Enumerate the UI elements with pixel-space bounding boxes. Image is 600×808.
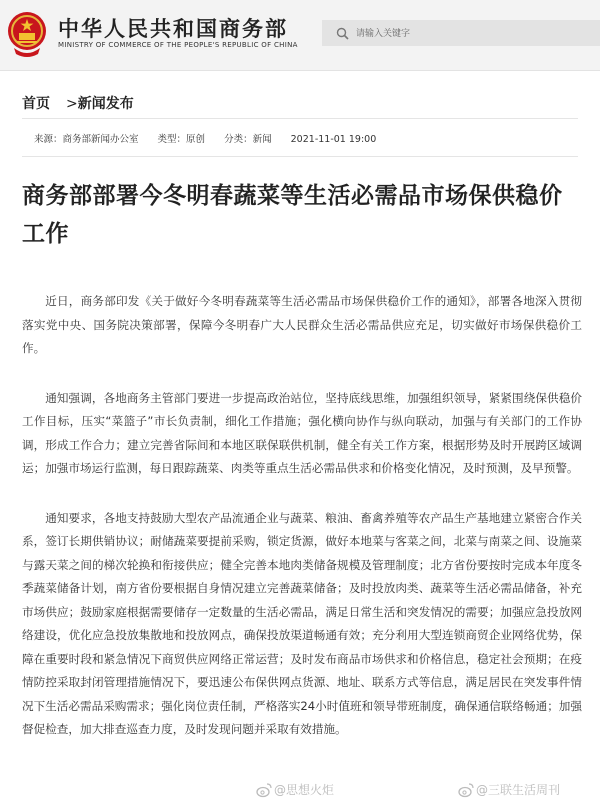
article-body — [22, 290, 582, 768]
national-emblem-icon[interactable] — [6, 10, 48, 58]
breadcrumb-current[interactable]: 新闻发布 — [77, 96, 134, 112]
divider — [22, 156, 578, 157]
watermark-right: @三联生活周刊 — [476, 783, 561, 797]
article-paragraph: 通知要求，各地支持鼓励大型农产品流通企业与蔬菜、粮油、畜禽养殖等农产品生产基地建立紧密合作关系，签订长期供销协议；耐储蔬菜要提前采购，锁定货源，做好本地菜与客菜之间，北菜与南菜之间、设施菜与露天菜之间的梯次轮换和衔接供应；健全完善本地肉类储备规模及管理制度；北方省份要按时完成本年度冬季蔬菜储备计划，南方省份要根据自身情况建立完善蔬菜储备；及时投放肉类、蔬菜等生活必需品储备，补充市场供应；鼓励家庭根据需要储存一定数量的生活必需品，满足日常生活和突发情况的需要；加强应急投放网络建设，优化应急投放集散地和投放网点，确保投放渠道畅通有效；充分利用大型连锁商贸企业网络优势，保障在重要时段和紧急情况下商贸供应网络正常运营；及时发布商品市场供求和价格信息，稳定社会预期；在疫情防控采取封闭管理措施情况下，要迅速公布保供网点货源、地址、联系方式等信息，满足居民在突发事件情况下生活必需品采购需求；强化岗位责任制，严格落实24小时值班和领导带班制度，确保通信联络畅通；加强督促检查，加大排查巡查力度，及时发现问题并采取有效措施。 — [22, 510, 582, 736]
weibo-icon — [458, 782, 474, 798]
article-title: 商务部部署今冬明春蔬菜等生活必需品市场保供稳价工作 — [22, 183, 563, 247]
watermark-left: @思想火炬 — [274, 783, 335, 797]
divider — [22, 118, 578, 119]
article-meta — [34, 131, 392, 145]
site-name[interactable]: 中华人民共和国商务部 — [58, 17, 288, 41]
meta-type: 类型：原创 — [157, 134, 206, 145]
breadcrumb-home[interactable]: 首页 — [22, 96, 50, 112]
article-paragraph: 近日，商务部印发《关于做好今冬明春蔬菜等生活必需品市场保供稳价工作的通知》，部署各地深入贯彻落实党中央、国务院决策部署，保障今冬明春广大人民群众生活必需品供应充足，切实做好市场保供稳价工作。 — [22, 294, 582, 355]
search-icon[interactable] — [336, 27, 349, 40]
breadcrumb — [22, 93, 134, 113]
site-header — [0, 0, 600, 71]
meta-category: 分类：新闻 — [224, 134, 272, 145]
meta-source: 来源：商务部新闻办公室 — [34, 134, 139, 145]
site-name-en: MINISTRY OF COMMERCE OF THE PEOPLE'S REPUBLIC OF CHINA — [58, 41, 298, 49]
breadcrumb-separator: > — [66, 96, 78, 112]
article-paragraph: 通知强调，各地商务主管部门要进一步提高政治站位，坚持底线思维，加强组织领导，紧紧围绕保供稳价工作目标，压实“菜篮子”市长负责制，细化工作措施；强化横向协作与纵向联动，加强与有关部门的工作协调，形成工作合力；建立完善省际间和本地区联保联供机制，健全有关工作方案，根据形势及时开展跨区域调运；加强市场运行监测，每日跟踪蔬菜、肉类等重点生活必需品供求和价格变化情况，及时预测，及早预警。 — [22, 390, 582, 475]
meta-datetime: 2021-11-01 19:00 — [290, 134, 377, 145]
search-placeholder: 请输入关键字 — [356, 29, 411, 39]
weibo-icon — [256, 782, 272, 798]
